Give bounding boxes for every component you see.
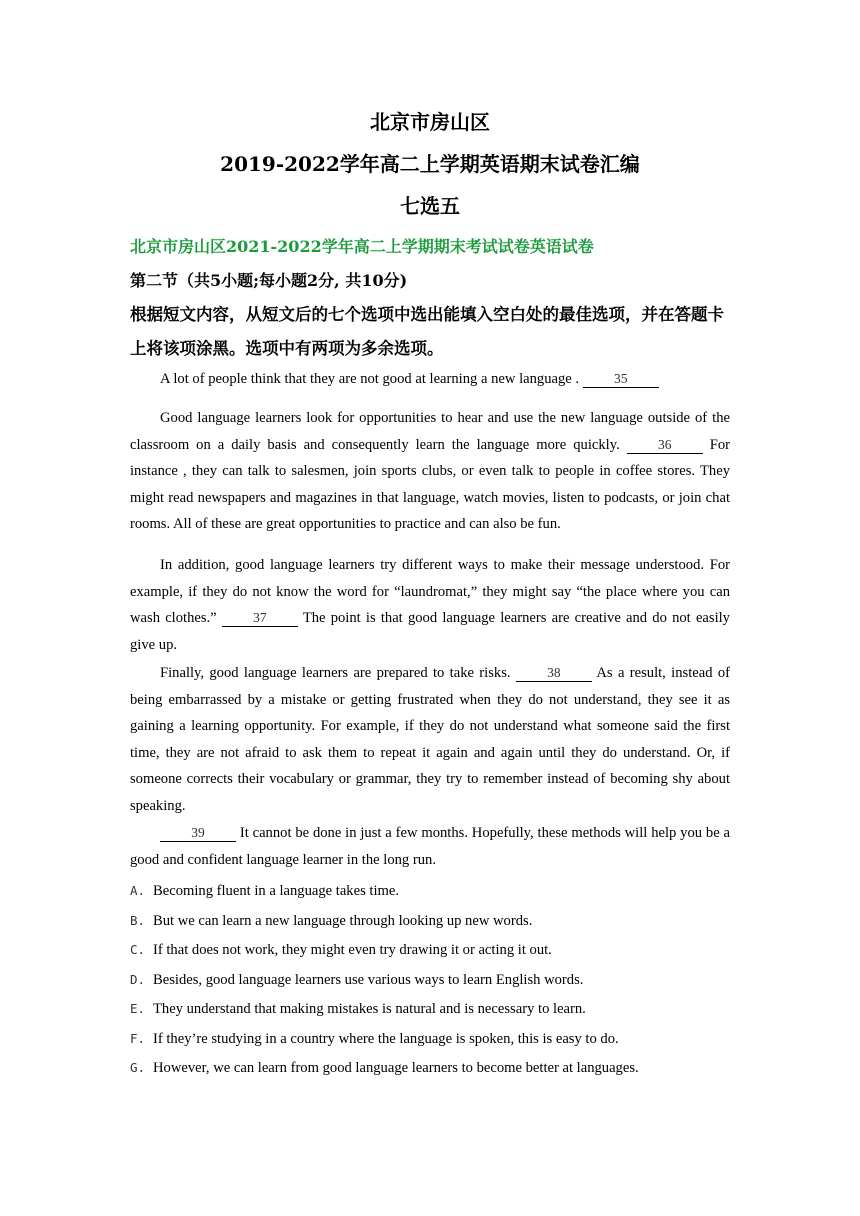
instructions: 根据短文内容，从短文后的七个选项中选出能填入空白处的最佳选项，并在答题卡上将该项涂黑。选项中有两项为多余选项。 xyxy=(130,305,724,358)
option-text: If that does not work, they might even try drawing it or acting it out. xyxy=(153,942,552,958)
option-b xyxy=(130,906,750,936)
option-g xyxy=(130,1053,750,1083)
option-letter: A. xyxy=(130,883,146,898)
option-letter: F. xyxy=(130,1030,146,1046)
option-text: However, we can learn from good language learners to become better at languages. xyxy=(153,1060,639,1076)
passage-paragraph-5 xyxy=(130,820,730,873)
paragraph-text: A lot of people think that they are not good at learning a new language . xyxy=(160,371,583,387)
answer-blank-38: 38 xyxy=(516,665,592,682)
title-collection: 2019-2022学年高二上学期英语期末试卷汇编 xyxy=(220,152,640,176)
paragraph-text: It cannot be done in just a few months. Hopefully, these methods will help you be a good and confident language learner in the long run. xyxy=(130,825,730,868)
option-text: But we can learn a new language through looking up new words. xyxy=(153,912,533,929)
paragraph-text: Good language learners look for opportunities to hear and use the new language outside of the classroom on a daily basis and consequently learn the language more quickly. xyxy=(130,410,730,453)
option-letter: B. xyxy=(130,912,146,928)
option-letter: C. xyxy=(130,942,146,957)
answer-blank-39: 39 xyxy=(160,825,236,842)
section-heading: 第二节（共5小题;每小题2分, 共10分) xyxy=(130,271,408,290)
paragraph-text: Finally, good language learners are prepared to take risks. xyxy=(160,665,516,681)
paragraph-text: In addition, good language learners try different ways to make their message understood. For example, if they do not know the word for “laundromat,” they might say “the place where you can wash clothes.” xyxy=(130,557,730,626)
title-region: 北京市房山区 xyxy=(370,110,490,134)
option-text: They understand that making mistakes is natural and is necessary to learn. xyxy=(153,1001,586,1017)
paragraph-text: The point is that good language learners are creative and do not easily give up. xyxy=(130,610,730,653)
source-heading: 北京市房山区2021-2022学年高二上学期期末考试试卷英语试卷 xyxy=(130,237,594,256)
option-c xyxy=(130,935,750,965)
option-text: Becoming fluent in a language takes time. xyxy=(153,883,399,899)
passage-paragraph-4 xyxy=(130,660,730,819)
paragraph-text: For instance , they can talk to salesmen, join sports clubs, or even talk to people in coffee stores. They might read newspapers and magazines in that language, watch movies, listen to podcasts, or join chat rooms. All of these are great opportunities to practice and can also be fun. xyxy=(130,436,730,532)
answer-blank-35: 35 xyxy=(583,371,659,388)
option-letter: G. xyxy=(130,1060,146,1075)
title-question-type: 七选五 xyxy=(400,194,460,218)
paragraph-text: As a result, instead of being embarrassed by a mistake or getting frustrated when they do not understand, they see it as gaining a learning opportunity. For example, if they do not understand what someone said the first time, they are not afraid to ask them to repeat it again and again until they do understand. Or, if someone corrects their vocabulary or grammar, they try to remember instead of becoming shy about speaking. xyxy=(130,665,730,814)
options-list xyxy=(130,876,750,1083)
passage-paragraph-3 xyxy=(130,552,730,658)
answer-blank-37: 37 xyxy=(222,610,298,627)
answer-blank-36: 36 xyxy=(627,437,703,454)
option-e xyxy=(130,994,750,1024)
option-a xyxy=(130,876,750,906)
option-letter: D. xyxy=(130,971,146,987)
passage-paragraph-2 xyxy=(130,405,730,538)
option-text: Besides, good language learners use various ways to learn English words. xyxy=(153,971,584,988)
option-letter: E. xyxy=(130,1001,146,1016)
option-text: If they’re studying in a country where the language is spoken, this is easy to do. xyxy=(153,1030,619,1047)
option-d xyxy=(130,965,750,995)
passage-paragraph-1 xyxy=(130,366,730,393)
option-f xyxy=(130,1024,750,1054)
